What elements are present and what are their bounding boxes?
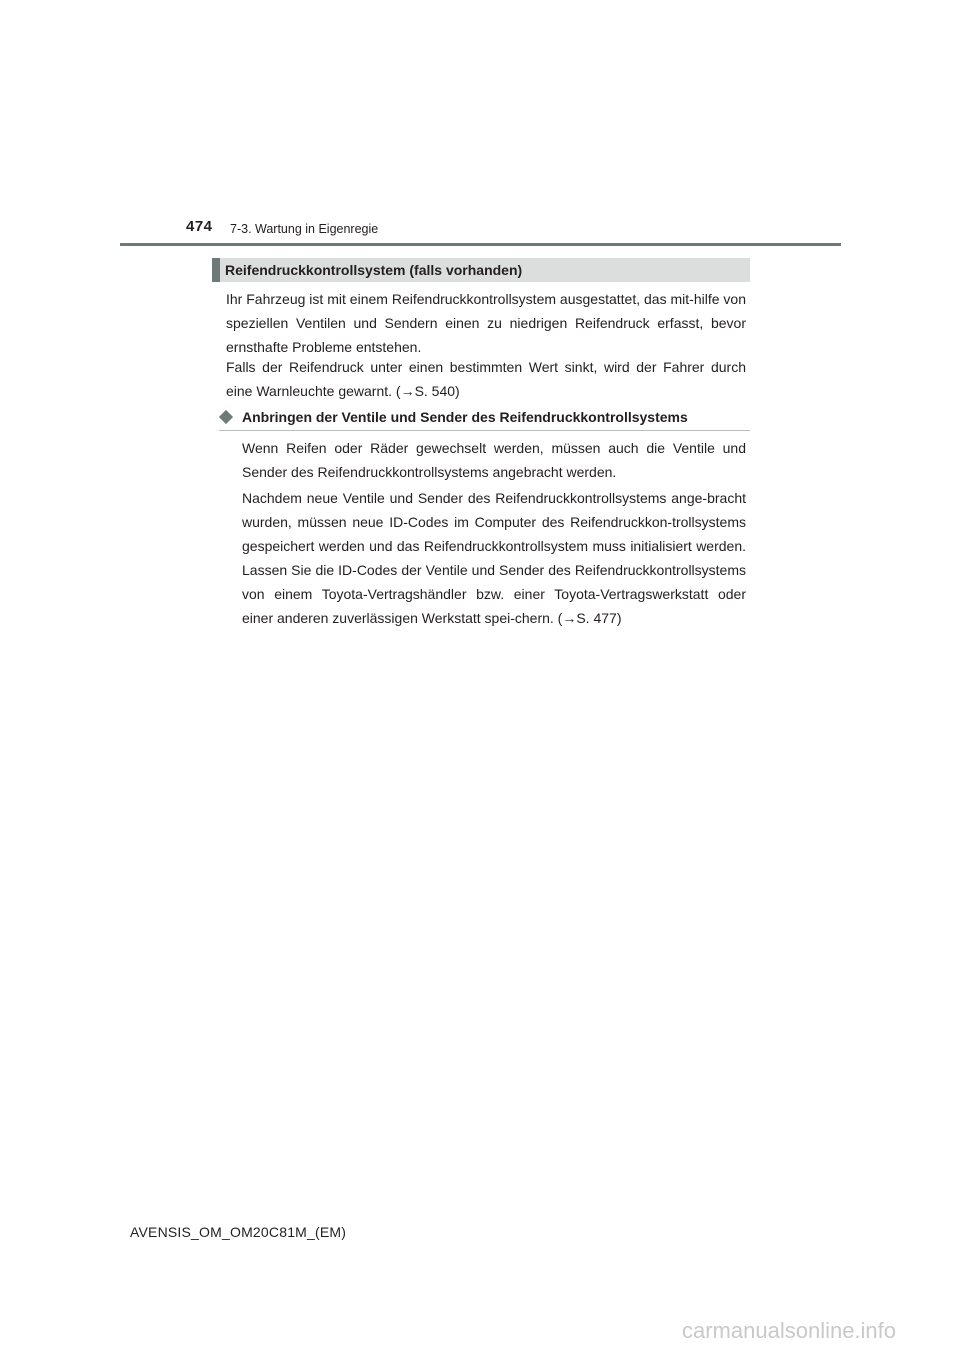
subsection-title: Anbringen der Ventile und Sender des Reifendruckkontrollsystems bbox=[242, 409, 688, 425]
subsection-heading bbox=[219, 406, 750, 431]
section-title: Reifendruckkontrollsystem (falls vorhanden) bbox=[225, 262, 523, 278]
subsection-paragraph: Wenn Reifen oder Räder gewechselt werden, müssen auch die Ventile und Sender des Reifendruckkontrollsystems angebracht werden. bbox=[242, 440, 746, 480]
diamond-bullet-icon bbox=[219, 410, 233, 424]
page-number: 474 bbox=[186, 218, 213, 235]
chapter-title: 7-3. Wartung in Eigenregie bbox=[230, 222, 379, 236]
section-paragraph: Falls der Reifendruck unter einen bestimmten Wert sinkt, wird der Fahrer durch eine Warnleuchte gewarnt. (→S. 540) bbox=[226, 359, 746, 399]
subsection-paragraph: Nachdem neue Ventile und Sender des Reifendruckkontrollsystems ange-bracht wurden, müssen neue ID-Codes im Computer des Reifendruckkon-trollsystems gespeichert werden und das Reifendruckkontrollsystem muss initialisiert werden. Lassen Sie die ID-Codes der Ventile und Sender des Reifendruckkontrollsystems von einem Toyota-Vertragshändler bzw. einer Toyota-Vertragswerkstatt oder einer anderen zuverlässigen Werkstatt spei-chern. (→S. 477) bbox=[242, 490, 746, 626]
section-title-bar bbox=[212, 258, 750, 282]
watermark: carmanualsonline.info bbox=[682, 1318, 897, 1343]
section-paragraph: Ihr Fahrzeug ist mit einem Reifendruckkontrollsystem ausgestattet, das mit-hilfe von speziellen Ventilen und Sendern einen zu niedrigen Reifendruck erfasst, bevor ernsthafte Probleme entstehen. bbox=[226, 291, 746, 355]
section-title-accent bbox=[212, 258, 220, 282]
header-divider bbox=[120, 243, 841, 246]
footer-code: AVENSIS_OM_OM20C81M_(EM) bbox=[130, 1224, 347, 1240]
